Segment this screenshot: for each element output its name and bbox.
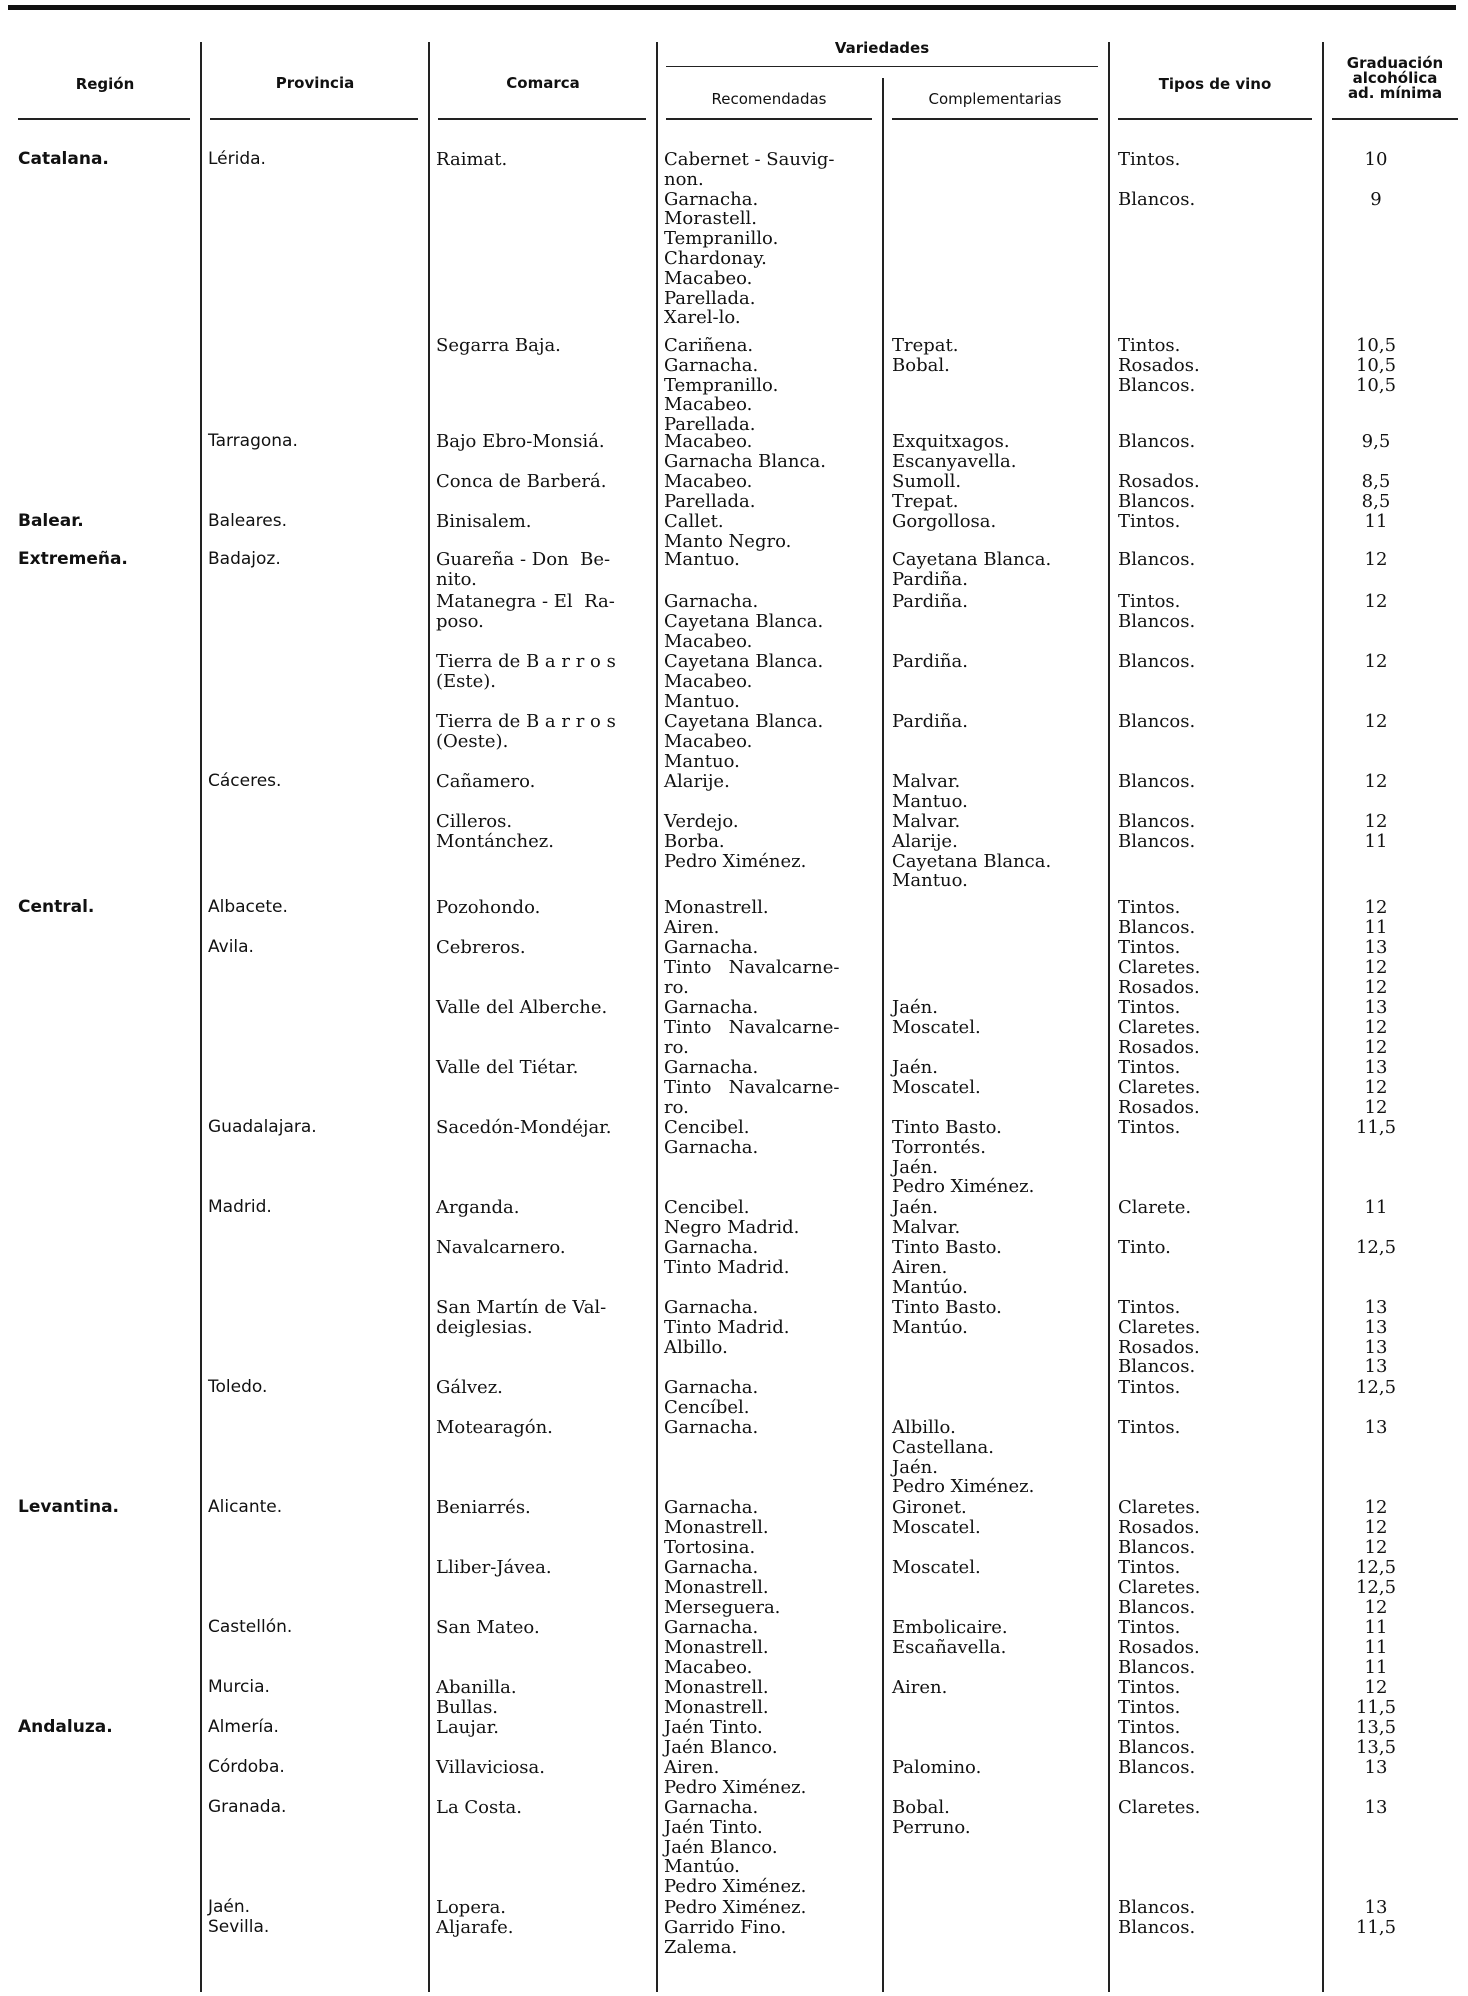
cell-tipos: Blancos.	[1118, 1757, 1196, 1778]
cell-tipos: Claretes.	[1118, 1797, 1201, 1818]
cell-provincia: Cáceres.	[208, 771, 282, 791]
cell-provincia: Baleares.	[208, 511, 288, 531]
cell-comarca: Pozohondo.	[436, 897, 541, 918]
cell-comp: Sumoll. Trepat.	[892, 471, 962, 512]
cell-rec: Pedro Ximénez. Garrido Fino. Zalema.	[664, 1897, 807, 1958]
cell-tipos: Tintos. Tintos.	[1118, 1677, 1181, 1718]
cell-provincia: Castellón.	[208, 1617, 293, 1637]
cell-tipos: Claretes. Rosados. Blancos.	[1118, 1497, 1201, 1558]
cell-comp: Embolicaire. Escañavella.	[892, 1617, 1008, 1658]
cell-tipos: Rosados. Blancos.	[1118, 471, 1200, 512]
cell-comp: Pardiña.	[892, 591, 968, 612]
cell-comp: Jaén. Malvar.	[892, 1197, 961, 1238]
cell-grad: 12	[1364, 591, 1388, 612]
cell-provincia: Tarragona.	[208, 431, 298, 451]
header-comarca: Comarca	[506, 74, 580, 92]
cell-comarca: Valle del Tiétar.	[436, 1057, 579, 1078]
header-rule	[1118, 118, 1312, 120]
cell-grad: 12	[1364, 549, 1388, 570]
cell-region: Balear.	[18, 511, 84, 531]
cell-provincia: Badajoz.	[208, 549, 281, 569]
cell-tipos: Tintos.	[1118, 1417, 1181, 1438]
cell-comarca: Beniarrés.	[436, 1497, 531, 1518]
cell-comp: Cayetana Blanca. Pardiña.	[892, 549, 1052, 590]
cell-tipos: Tintos. Blancos.	[1118, 1717, 1196, 1758]
cell-comarca: Laujar.	[436, 1717, 499, 1738]
cell-tipos: Blancos. Blancos.	[1118, 811, 1196, 852]
header-graduacion: Graduación alcohólica ad. mínima	[1346, 54, 1444, 102]
cell-rec: Garnacha. Monastrell. Macabeo.	[664, 1617, 769, 1678]
cell-comp: Tinto Basto. Torrontés. Jaén. Pedro Ximénez.	[892, 1117, 1035, 1198]
cell-rec: Garnacha. Tinto Navalcarne- ro.	[664, 997, 840, 1058]
cell-rec: Garnacha.	[664, 1417, 759, 1438]
cell-grad: 11,5	[1355, 1117, 1397, 1138]
cell-comarca: Abanilla. Bullas.	[436, 1677, 517, 1718]
cell-tipos: Tintos.	[1118, 1377, 1181, 1398]
cell-tipos: Tintos. Claretes. Rosados.	[1118, 1057, 1201, 1118]
cell-grad: 13 12 12	[1364, 1057, 1388, 1118]
cell-comp: Moscatel.	[892, 1557, 981, 1578]
header-rule	[666, 66, 1098, 67]
cell-comp: Malvar. Mantuo.	[892, 771, 968, 812]
header-rule	[1332, 118, 1458, 120]
cell-comarca: Lliber-Jávea.	[436, 1557, 552, 1578]
cell-tipos: Clarete.	[1118, 1197, 1192, 1218]
cell-provincia: Jaén. Sevilla.	[208, 1897, 270, 1937]
header-rule	[210, 118, 418, 120]
cell-comp: Bobal. Perruno.	[892, 1797, 971, 1838]
cell-comarca: Cebreros.	[436, 937, 526, 958]
header-rule	[438, 118, 646, 120]
cell-rec: Airen. Pedro Ximénez.	[664, 1757, 807, 1798]
cell-tipos: Tintos.	[1118, 511, 1181, 532]
cell-provincia: Guadalajara.	[208, 1117, 317, 1137]
cell-comarca: Raimat.	[436, 149, 508, 170]
col-divider	[428, 42, 430, 1992]
cell-rec: Alarije.	[664, 771, 730, 792]
cell-provincia: Toledo.	[208, 1377, 268, 1397]
col-divider	[1322, 42, 1324, 1992]
cell-comarca: Bajo Ebro-Monsiá.	[436, 431, 605, 452]
cell-comarca: Segarra Baja.	[436, 335, 561, 356]
cell-tipos: Tintos. Rosados. Blancos.	[1118, 335, 1200, 396]
cell-tipos: Tintos. Claretes. Rosados. Blancos.	[1118, 1297, 1201, 1378]
cell-region: Andaluza.	[18, 1717, 113, 1737]
cell-rec: Cayetana Blanca. Macabeo. Mantuo.	[664, 711, 824, 772]
header-complementarias: Complementarias	[928, 90, 1062, 108]
cell-rec: Mantuo.	[664, 549, 740, 570]
cell-grad: 12	[1364, 711, 1388, 732]
cell-comp: Pardiña.	[892, 711, 968, 732]
cell-rec: Jaén Tinto. Jaén Blanco.	[664, 1717, 778, 1758]
cell-region: Catalana.	[18, 149, 109, 169]
header-rule	[892, 118, 1098, 120]
cell-grad: 12,5 12,5 12	[1355, 1557, 1397, 1618]
cell-rec: Garnacha. Tinto Navalcarne- ro.	[664, 1057, 840, 1118]
cell-region: Central.	[18, 897, 95, 917]
cell-comarca: Tierra de B a r r o s (Este).	[436, 651, 616, 692]
cell-comp: Jaén. Moscatel.	[892, 997, 981, 1038]
cell-provincia: Almería.	[208, 1717, 279, 1737]
cell-comp: Jaén. Moscatel.	[892, 1057, 981, 1098]
cell-provincia: Murcia.	[208, 1677, 270, 1697]
cell-grad: 12,5	[1355, 1237, 1397, 1258]
cell-comarca: Valle del Alberche.	[436, 997, 608, 1018]
header-recomendadas: Recomendadas	[711, 90, 827, 108]
cell-tipos: Blancos.	[1118, 431, 1196, 452]
cell-comarca: Binisalem.	[436, 511, 532, 532]
cell-rec: Cabernet - Sauvig- non. Garnacha. Morastell. Tempranillo. Chardonay. Macabeo. Parellada. Xarel-lo.	[664, 149, 835, 329]
cell-grad: 12	[1364, 771, 1388, 792]
cell-grad: 13 11,5	[1355, 1897, 1397, 1938]
cell-grad: 13 12 12	[1364, 937, 1388, 998]
top-rule	[8, 5, 1456, 10]
cell-rec: Garnacha. Monastrell. Merseguera.	[664, 1557, 781, 1618]
cell-comarca: Lopera. Aljarafe.	[436, 1897, 514, 1938]
cell-tipos: Tinto.	[1118, 1237, 1171, 1258]
cell-grad: 12 11,5	[1355, 1677, 1397, 1718]
cell-rec: Cencibel. Negro Madrid.	[664, 1197, 800, 1238]
cell-grad: 12 11	[1364, 897, 1388, 938]
cell-rec: Cariñena. Garnacha. Tempranillo. Macabeo. Parellada.	[664, 335, 779, 436]
cell-tipos: Tintos.	[1118, 1117, 1181, 1138]
cell-rec: Macabeo. Parellada.	[664, 471, 756, 512]
cell-tipos: Tintos. Blancos.	[1118, 591, 1196, 632]
cell-provincia: Granada.	[208, 1797, 287, 1817]
cell-tipos: Tintos. Claretes. Rosados.	[1118, 997, 1201, 1058]
cell-rec: Monastrell. Monastrell.	[664, 1677, 769, 1718]
cell-comarca: Tierra de B a r r o s (Oeste).	[436, 711, 616, 752]
cell-provincia: Lérida.	[208, 149, 266, 169]
cell-grad: 12	[1364, 651, 1388, 672]
cell-rec: Verdejo. Borba. Pedro Ximénez.	[664, 811, 807, 872]
cell-grad: 10 9	[1364, 149, 1388, 210]
cell-rec: Garnacha. Tinto Madrid. Albillo.	[664, 1297, 790, 1358]
cell-rec: Cencibel. Garnacha.	[664, 1117, 759, 1158]
cell-comarca: Cañamero.	[436, 771, 536, 792]
cell-tipos: Tintos. Rosados. Blancos.	[1118, 1617, 1200, 1678]
col-divider	[656, 42, 658, 1992]
cell-comp: Albillo. Castellana. Jaén. Pedro Ximénez.	[892, 1417, 1035, 1498]
cell-grad: 13	[1364, 1797, 1388, 1818]
cell-grad: 13	[1364, 1417, 1388, 1438]
cell-comarca: Guareña - Don Be- nito.	[436, 549, 611, 590]
cell-comarca: Motearagón.	[436, 1417, 553, 1438]
cell-grad: 12 12 12	[1364, 1497, 1388, 1558]
cell-provincia: Avila.	[208, 937, 254, 957]
cell-comarca: Conca de Barberá.	[436, 471, 607, 492]
cell-tipos: Tintos. Blancos.	[1118, 149, 1196, 210]
cell-grad: 8,5 8,5	[1361, 471, 1391, 512]
cell-rec: Macabeo. Garnacha Blanca.	[664, 431, 827, 472]
header-region: Región	[75, 75, 135, 93]
cell-tipos: Blancos.	[1118, 711, 1196, 732]
cell-rec: Garnacha. Monastrell. Tortosina.	[664, 1497, 769, 1558]
cell-rec: Garnacha. Cayetana Blanca. Macabeo.	[664, 591, 824, 652]
col-divider	[1108, 42, 1110, 1992]
cell-tipos: Blancos. Blancos.	[1118, 1897, 1196, 1938]
cell-comp: Malvar. Alarije. Cayetana Blanca. Mantuo.	[892, 811, 1052, 892]
cell-comarca: Gálvez.	[436, 1377, 503, 1398]
header-rule	[18, 118, 190, 120]
cell-grad: 13	[1364, 1757, 1388, 1778]
col-divider	[200, 42, 202, 1992]
header-tipos: Tipos de vino	[1158, 75, 1272, 93]
cell-grad: 9,5	[1361, 431, 1391, 452]
cell-comarca: Sacedón-Mondéjar.	[436, 1117, 612, 1138]
cell-comarca: Arganda.	[436, 1197, 520, 1218]
header-provincia: Provincia	[275, 74, 355, 92]
header-rule	[666, 118, 872, 120]
cell-comp: Airen.	[892, 1677, 948, 1698]
cell-tipos: Tintos. Blancos.	[1118, 897, 1196, 938]
cell-tipos: Tintos. Claretes. Rosados.	[1118, 937, 1201, 998]
cell-rec: Cayetana Blanca. Macabeo. Mantuo.	[664, 651, 824, 712]
cell-rec: Callet. Manto Negro.	[664, 511, 792, 552]
cell-region: Levantina.	[18, 1497, 120, 1517]
cell-grad: 13 12 12	[1364, 997, 1388, 1058]
cell-comarca: Navalcarnero.	[436, 1237, 566, 1258]
cell-grad: 13,5 13,5	[1355, 1717, 1397, 1758]
cell-comp: Pardiña.	[892, 651, 968, 672]
cell-grad: 12,5	[1355, 1377, 1397, 1398]
cell-region: Extremeña.	[18, 549, 128, 569]
cell-grad: 11 11 11	[1364, 1617, 1388, 1678]
cell-comarca: Cilleros. Montánchez.	[436, 811, 554, 852]
cell-grad: 11	[1364, 1197, 1388, 1218]
cell-comp: Gorgollosa.	[892, 511, 997, 532]
cell-comp: Exquitxagos. Escanyavella.	[892, 431, 1017, 472]
cell-tipos: Tintos. Claretes. Blancos.	[1118, 1557, 1201, 1618]
header-variedades: Variedades	[834, 39, 930, 57]
cell-rec: Garnacha. Tinto Madrid.	[664, 1237, 790, 1278]
cell-comarca: San Mateo.	[436, 1617, 540, 1638]
cell-tipos: Blancos.	[1118, 771, 1196, 792]
cell-comp: Gironet. Moscatel.	[892, 1497, 981, 1538]
cell-rec: Monastrell. Airen.	[664, 897, 769, 938]
cell-grad: 12 11	[1364, 811, 1388, 852]
cell-grad: 10,5 10,5 10,5	[1355, 335, 1397, 396]
cell-comp: Trepat. Bobal.	[892, 335, 959, 376]
cell-rec: Garnacha. Jaén Tinto. Jaén Blanco. Mantúo. Pedro Ximénez.	[664, 1797, 807, 1898]
cell-provincia: Albacete.	[208, 897, 288, 917]
cell-comarca: San Martín de Val- deiglesias.	[436, 1297, 607, 1338]
cell-comp: Palomino.	[892, 1757, 982, 1778]
cell-comarca: La Costa.	[436, 1797, 522, 1818]
cell-tipos: Blancos.	[1118, 549, 1196, 570]
cell-comp: Tinto Basto. Mantúo.	[892, 1297, 1002, 1338]
cell-tipos: Blancos.	[1118, 651, 1196, 672]
cell-grad: 11	[1364, 511, 1388, 532]
col-divider	[882, 78, 884, 1992]
cell-provincia: Alicante.	[208, 1497, 283, 1517]
cell-provincia: Madrid.	[208, 1197, 272, 1217]
cell-comarca: Villaviciosa.	[436, 1757, 545, 1778]
cell-comp: Tinto Basto. Airen. Mantúo.	[892, 1237, 1002, 1298]
cell-grad: 13 13 13 13	[1364, 1297, 1388, 1378]
cell-provincia: Córdoba.	[208, 1757, 285, 1777]
cell-rec: Garnacha. Tinto Navalcarne- ro.	[664, 937, 840, 998]
cell-comarca: Matanegra - El Ra- poso.	[436, 591, 615, 632]
cell-rec: Garnacha. Cencíbel.	[664, 1377, 759, 1418]
